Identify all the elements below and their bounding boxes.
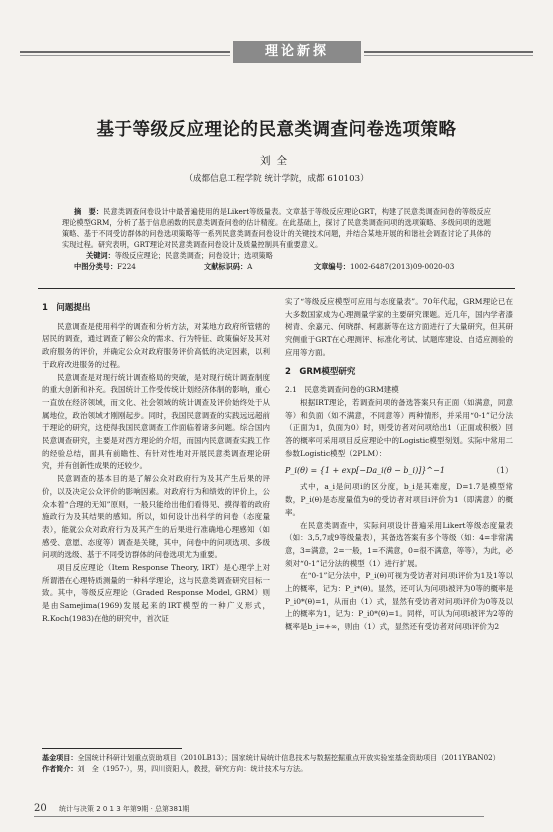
doc-code <box>204 261 314 272</box>
footer-rule <box>34 816 484 817</box>
fund-text: 全国统计科研计划重点资助项目（2010LB13）；国家统计局统计信息技术与数据挖掘重点开放实验室基金资助项目（2011YBAN02） <box>77 753 500 762</box>
keywords-label: 关键词： <box>86 251 115 261</box>
doc-value: A <box>247 262 253 272</box>
page-footer <box>34 803 334 814</box>
footnote-rule <box>42 748 182 749</box>
abstract-divider <box>38 288 515 289</box>
body-paragraph: 项目反应理论（Item Response Theory, IRT）是心理学上对所谓潜在心理特质测量的一种科学理论，这与民意类调查研究目标一致。其中，等级反应理论（Graded Response Model, GRM）则是由Samejima(1969)发展起来的IRT模型的一种广义形式，R.Koch(1983)在他的研究中，首次证 <box>42 563 270 623</box>
class-value: F224 <box>117 262 136 272</box>
author-name: 刘全 <box>260 155 293 167</box>
article-label: 文章编号： <box>314 262 350 272</box>
classification-row <box>62 261 491 272</box>
class-label: 中图分类号： <box>74 262 118 272</box>
section-heading-1: 1 问题提出 <box>42 303 91 313</box>
body-paragraph: 根据IRT理论，若调查问项的备选答案只有正面（如满意，同意等）和负面（如不满意，不同意等）两种情形，并采用“0-1”记分法（正面为1，负面为0）时，则受访者对问项给出1（正面或积极）回答的概率可采用项目反应理论中的Logistic模型刻划。实际中常用二参数Logistic模型（2PLM）： <box>285 397 513 458</box>
keywords-line <box>62 250 491 261</box>
body-paragraph: 民意调查的基本目的是了解公众对政府行为及其产生后果的评价，以及决定公众评价的影响因素。对政府行为和绩效的评价上，公众本着“合理的无知”原则，一般只能给出他们看得见、摸得着的政府施政行为及其结果的感知。所以，如何设计出科学的问卷（态度量表），能就公众对政府行为及其产生的后果进行准确地心理感知（如感受、意愿、态度等）调查是关键，其中，问卷中的问项选项、多级问项的选级、基于不同受访群体的问卷选项尤为重要。 <box>42 474 270 560</box>
footnote-block <box>42 752 517 774</box>
abstract-label: 摘 要： <box>74 207 104 216</box>
author-affiliation: （成都信息工程学院 统计学院，成都 610103） <box>184 174 369 184</box>
body-paragraph: 式中，a_i是问项i的区分度，b_i是其难度，D=1.7是模型常数，P_i(θ)是态度量值为θ的受访者对项目i评价为1（即满意）的概率。 <box>285 482 513 517</box>
body-paragraph: 民意调查是对现行统计调查格局的突破，是对现行统计调查制度的重大创新和补充。我国统计工作受传统计划经济体制的影响，重心一直放在经济领域，而文化、社会领域的统计调查及评价始终处于从属地位，政治领域才刚刚起步。同时，我国民意调查的实践远远超前于理论的研究，这使得我国民意调查工作面临着诸多问题。综合国内民意调查研究，主要是对西方理论的介绍，而国内民意调查实践工作的经验总结，面具有前瞻性、有针对性地对开展民意类调查理论研究，并有创新性成果的还较少。 <box>42 372 270 471</box>
journal-info: 统计与决策 2 0 1 3 年第9期 · 总第381期 <box>58 805 190 813</box>
fund-line <box>42 752 517 763</box>
keywords-text: 等级反应理论；民意类调查；问卷设计；选项策略 <box>114 251 273 261</box>
abstract-block <box>62 206 491 272</box>
section-heading-2: 2 GRM模型研究 <box>285 366 356 377</box>
author-bio-text: 刘 全（1957-），男，四川资阳人，教授，研究方向：统计技术与方法。 <box>77 764 308 773</box>
class-number <box>74 261 204 272</box>
equation-number: （1） <box>491 466 513 476</box>
body-paragraph: 在民意类调查中，实际问项设计普遍采用Likert等级态度量表（如：3,5,7或9等级量表），其备选答案有多个等级（如：4=非常满意，3=满意，2=一般，1=不满意，0=很不满意，等等），为此，必须对“0-1”记分法的模型（1）进行扩展。 <box>285 520 513 568</box>
article-value: 1002-6487(2013)09-0020-03 <box>349 262 455 272</box>
equation-1 <box>285 464 513 477</box>
page-number: 20 <box>34 803 47 814</box>
right-column <box>285 296 513 634</box>
left-column <box>42 296 270 626</box>
fund-label: 基金项目： <box>42 753 78 762</box>
subsection-heading: 2.1 民意类调查问卷的GRM建模 <box>285 385 399 395</box>
body-paragraph: 民意调查是使用科学的调查和分析方法，对某地方政府所管辖的居民的调查，通过调查了解公众的需求、行为特征、政策偏好及其对政府服务的评价，并确定公众对政府服务评价高低的决定因素，以利于政府改进服务的过程。 <box>42 321 270 369</box>
author-bio-line <box>42 763 517 774</box>
author-bio-label: 作者简介： <box>42 764 78 773</box>
abstract-paragraph <box>62 206 491 250</box>
section-header <box>20 41 533 63</box>
body-paragraph: 实了“等级反应模型可应用与态度量表”。70年代起，GRM理论已在大多数国家成为心理测量学家的主要研究课题。近几年，国内学者漆树青、余嘉元、何晓群、柯惠新等在这方面进行了大量研究，但其研究侧重于GRT在心理测评、标准化考试、试题库建设、自适应测验的应用等方面。 <box>285 297 513 357</box>
article-title: 基于等级反应理论的民意类调查问卷选项策略 <box>96 120 457 140</box>
abstract-text: 民意类调查问卷设计中最普遍使用的是Likert等级量表。文章基于等级反应理论GRT，构建了民意类调查问卷的等级反应理论模型GRM，分析了基于信息函数的民意类调查问卷的估计精度。在此基础上，探讨了民意类调查问项的选项策略、多级问项的选题策略、基于不同受访群体的问卷选项策略等一系列民意类调查问卷设计的关键技术问题，并结合某地开展的和谐社会调查讨论了具体的实现过程。研究表明，GRT理论对民意类调查问卷设计及质量控制具有重要意义。 <box>62 207 491 250</box>
equation-body: P_i(θ) = {1 + exp[−Da_i(θ − b_i)]}^−1 <box>285 466 445 476</box>
body-paragraph: 在“0-1”记分法中，P_i(θ)可视为受访者对问项i评价为1及1等以上的概率，记为：P_i*(θ)。显然，还可认为问项i被评为0等的概率是P_i0*(θ)=1，从而由（1）式，显然有受访者对问项i评价为0等及以上的概率为1，记为：P_i0*(θ)=1。同样，可认为问项i被评为2等的概率是b_i=+∞，则由（1）式，显然还有受访者对问项i评价为2 <box>285 571 513 632</box>
doc-label: 文献标识码： <box>204 262 248 272</box>
article-number <box>314 261 454 272</box>
section-tag: 理论新探 <box>233 41 361 63</box>
